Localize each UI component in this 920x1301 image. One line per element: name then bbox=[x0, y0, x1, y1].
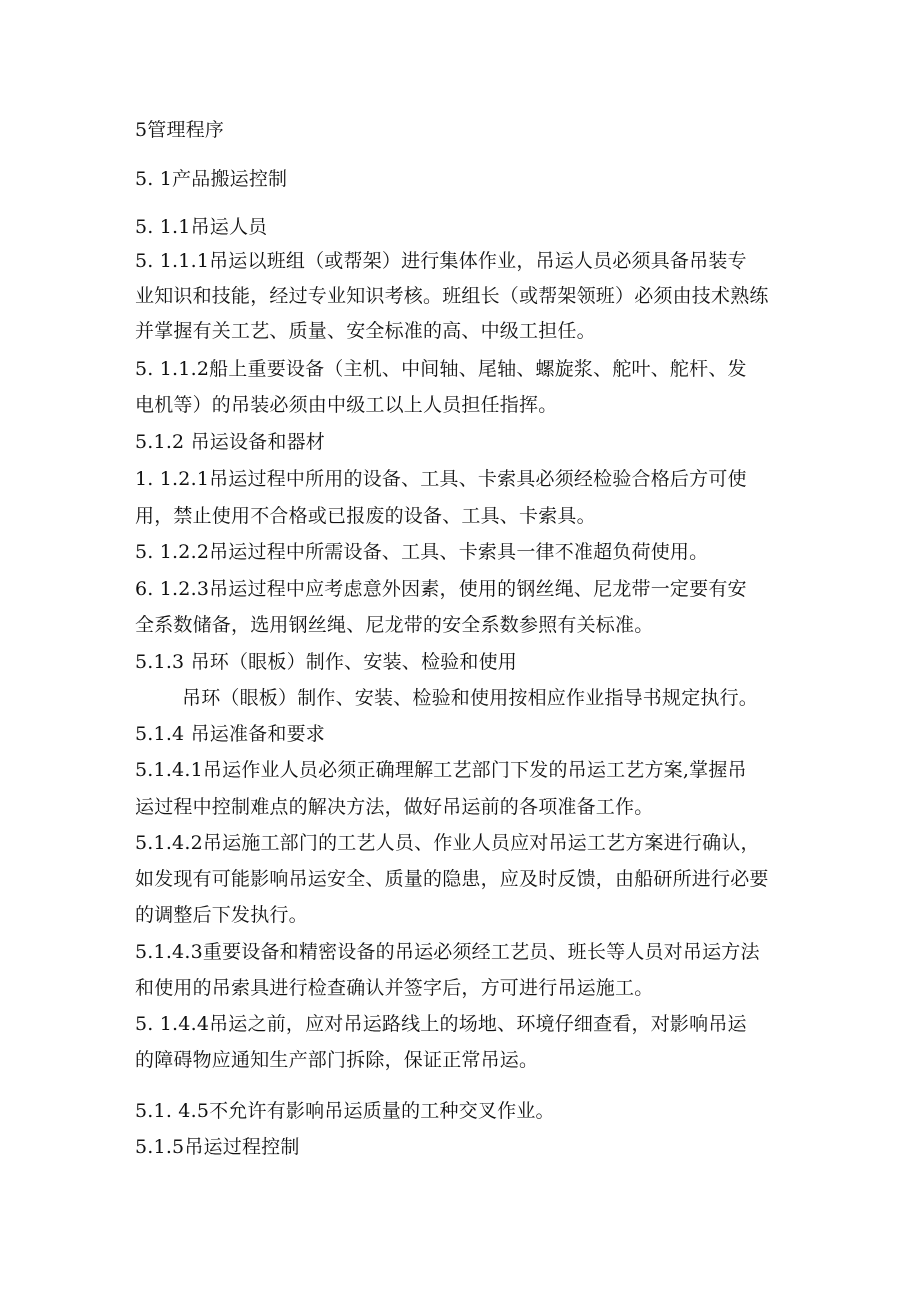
paragraph-line: 5.1.4.2吊运施工部门的工艺人员、作业人员应对吊运工艺方案进行确认， bbox=[135, 832, 760, 854]
paragraph-line: 6. 1.2.3吊运过程中应考虑意外因素，使用的钢丝绳、尼龙带一定要有安 bbox=[135, 578, 747, 600]
paragraph-line: 如发现有可能影响吊运安全、质量的隐患，应及时反馈，由船研所进行必要 bbox=[135, 868, 769, 890]
subsection-heading: 5. 1.1吊运人员 bbox=[135, 216, 268, 238]
subsection-heading: 5.1.2 吊运设备和器材 bbox=[135, 431, 325, 453]
section-heading: 5管理程序 bbox=[135, 119, 225, 141]
paragraph-line: 5.1.4.1吊运作业人员必须正确理解工艺部门下发的吊运工艺方案,掌握吊 bbox=[135, 759, 747, 781]
paragraph-line: 运过程中控制难点的解决方法，做好吊运前的各项准备工作。 bbox=[135, 796, 654, 818]
paragraph-line: 电机等）的吊装必须由中级工以上人员担任指挥。 bbox=[135, 394, 558, 416]
paragraph-line: 和使用的吊索具进行检查确认并签字后，方可进行吊运施工。 bbox=[135, 977, 654, 999]
paragraph-line: 5. 1.4.4吊运之前，应对吊运路线上的场地、环境仔细查看，对影响吊运 bbox=[135, 1013, 747, 1035]
paragraph-line: 5.1. 4.5不允许有影响吊运质量的工种交叉作业。 bbox=[135, 1100, 555, 1122]
paragraph-line: 用，禁止使用不合格或已报废的设备、工具、卡索具。 bbox=[135, 505, 596, 527]
paragraph-line: 并掌握有关工艺、质量、安全标准的高、中级工担任。 bbox=[135, 320, 596, 342]
paragraph-line: 的障碍物应通知生产部门拆除，保证正常吊运。 bbox=[135, 1049, 539, 1071]
paragraph-line: 5.1.4.3重要设备和精密设备的吊运必须经工艺员、班长等人员对吊运方法 bbox=[135, 941, 760, 963]
subsection-heading: 5. 1产品搬运控制 bbox=[135, 168, 288, 190]
paragraph-line: 的调整后下发执行。 bbox=[135, 904, 308, 926]
paragraph-line: 业知识和技能，经过专业知识考核。班组长（或帮架领班）必须由技术熟练 bbox=[135, 285, 769, 307]
paragraph-line: 1. 1.2.1吊运过程中所用的设备、工具、卡索具必须经检验合格后方可使 bbox=[135, 468, 747, 490]
subsection-heading: 5.1.3 吊环（眼板）制作、安装、检验和使用 bbox=[135, 651, 517, 673]
paragraph-line: 全系数储备，选用钢丝绳、尼龙带的安全系数参照有关标准。 bbox=[135, 614, 654, 636]
subsection-heading: 5.1.4 吊运准备和要求 bbox=[135, 723, 325, 745]
subsection-heading: 5.1.5吊运过程控制 bbox=[135, 1136, 300, 1158]
paragraph-line: 吊环（眼板）制作、安装、检验和使用按相应作业指导书规定执行。 bbox=[182, 687, 759, 709]
paragraph-line: 5. 1.1.1吊运以班组（或帮架）进行集体作业，吊运人员必须具备吊装专 bbox=[135, 250, 747, 272]
paragraph-line: 5. 1.2.2吊运过程中所需设备、工具、卡索具一律不准超负荷使用。 bbox=[135, 541, 709, 563]
paragraph-line: 5. 1.1.2船上重要设备（主机、中间轴、尾轴、螺旋浆、舵叶、舵杆、发 bbox=[135, 358, 747, 380]
